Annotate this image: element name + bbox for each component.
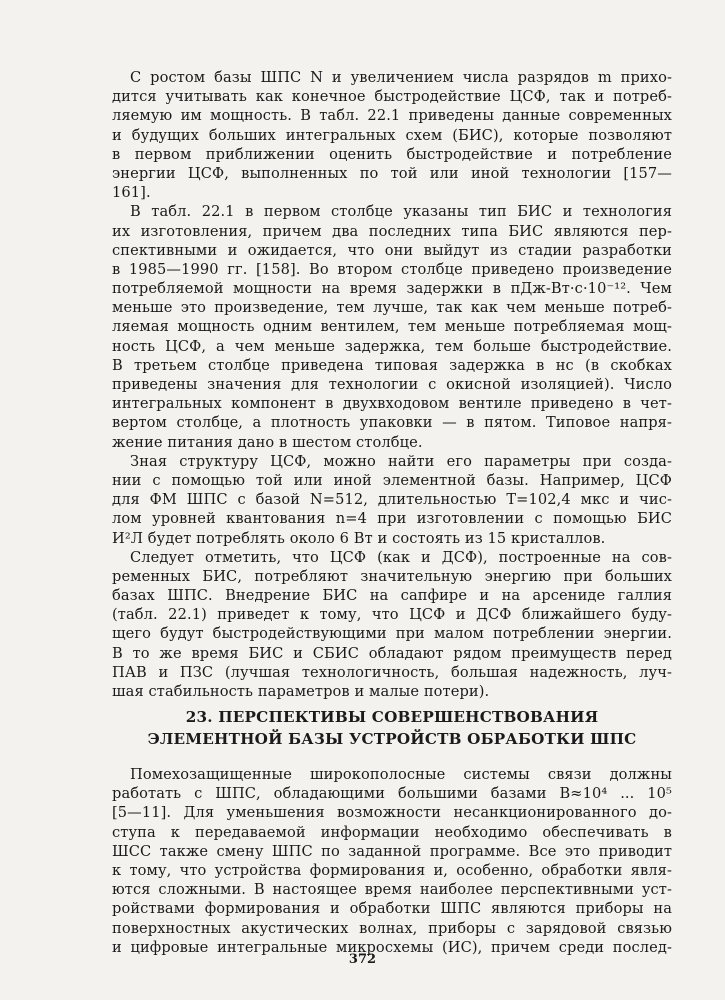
text-line: шая стабильность параметров и малые потери). <box>112 683 490 700</box>
text-line: ременных БИС, потребляют значительную энергию при больших <box>112 567 672 585</box>
section-heading-line-1: 23. ПЕРСПЕКТИВЫ СОВЕРШЕНСТВОВАНИЯ <box>185 708 599 726</box>
text-line: дится учитывать как конечное быстродействие ЦСФ, так и потреб- <box>112 88 672 106</box>
section-2-text <box>112 765 672 957</box>
text-line: работать с ШПС, обладающими большими базами B≈10⁴ ... 10⁵ <box>112 785 672 803</box>
text-line: 161]. <box>112 184 151 202</box>
text-line: Зная структуру ЦСФ, можно найти его параметры при созда- <box>130 452 672 470</box>
text-line: ность ЦСФ, а чем меньше задержка, тем больше быстродействие. <box>112 337 672 355</box>
page-number: 372 <box>348 952 377 967</box>
text-line: В то же время БИС и СБИС обладают рядом преимуществ перед <box>112 644 672 662</box>
text-line: спективными и ожидается, что они выйдут из стадии разработки <box>112 241 672 259</box>
text-line: в первом приближении оценить быстродействие и потребление <box>112 145 672 163</box>
text-line: нии с помощью той или иной элементной базы. Например, ЦСФ <box>112 471 672 489</box>
text-line: лом уровней квантования n=4 при изготовлении с помощью БИС <box>112 510 672 528</box>
text-line: ступа к передаваемой информации необходимо обеспечивать в <box>112 823 672 841</box>
text-line: ройствами формирования и обработки ШПС являются приборы на <box>112 900 672 918</box>
text-line: вертом столбце, а плотность упаковки — в пятом. Типовое напря- <box>112 414 672 432</box>
text-line: базах ШПС. Внедрение БИС на сапфире и на арсениде галлия <box>112 587 672 605</box>
text-line: И²Л будет потреблять около 6 Вт и состоять из 15 кристаллов. <box>112 529 606 547</box>
section-heading-line-2: ЭЛЕМЕНТНОЙ БАЗЫ УСТРОЙСТВ ОБРАБОТКИ ШПС <box>147 730 637 748</box>
text-line: (табл. 22.1) приведет к тому, что ЦСФ и ДСФ ближайшего буду- <box>112 606 672 624</box>
text-line: Помехозащищенные широкополосные системы связи должны <box>130 766 672 783</box>
text-line: В табл. 22.1 в первом столбце указаны тип БИС и технология <box>130 203 672 221</box>
text-line: В третьем столбце приведена типовая задержка в нс (в скобках <box>112 356 672 374</box>
text-line: ляемая мощность одним вентилем, тем меньше потребляемая мощ- <box>112 318 672 336</box>
text-line: С ростом базы ШПС N и увеличением числа разрядов m прихо- <box>130 69 672 86</box>
text-line: ПАВ и ПЗС (лучшая технологичность, большая надежность, луч- <box>112 663 672 681</box>
text-line: ШСС также смену ШПС по заданной программе. Все это приводит <box>112 842 672 860</box>
text-line: Следует отметить, что ЦСФ (как и ДСФ), построенные на сов- <box>130 548 672 566</box>
text-line: щего будут быстродействующими при малом потреблении энергии. <box>112 625 672 643</box>
text-line: и будущих больших интегральных схем (БИС), которые позволяют <box>112 126 672 144</box>
text-line: энергии ЦСФ, выполненных по той или иной технологии [157— <box>112 164 672 182</box>
section-1-text <box>112 68 672 701</box>
text-line: приведены значения для технологии с окисной изоляцией). Число <box>112 376 672 393</box>
text-line: для ФМ ШПС с базой N=512, длительностью T=102,4 мкс и чис- <box>112 491 672 509</box>
text-line: интегральных компонент в двухвходовом вентиле приведено в чет- <box>112 395 672 413</box>
text-line: жение питания дано в шестом столбце. <box>112 433 423 451</box>
text-line: поверхностных акустических волнах, приборы с зарядовой связью <box>112 919 672 937</box>
text-line: их изготовления, причем два последних типа БИС являются пер- <box>112 222 672 240</box>
text-line: ляемую им мощность. В табл. 22.1 приведены данные современных <box>112 107 672 125</box>
text-line: к тому, что устройства формирования и, особенно, обработки явля- <box>112 861 672 879</box>
text-line: ются сложными. В настоящее время наиболее перспективными уст- <box>112 881 672 899</box>
text-line: и цифровые интегральные микросхемы (ИС), причем среди послед- <box>112 938 672 956</box>
text-line: потребляемой мощности на время задержки в пДж-Вт·с·10⁻¹². Чем <box>112 280 672 298</box>
text-line: меньше это произведение, тем лучше, так как чем меньше потреб- <box>112 299 672 317</box>
text-line: [5—11]. Для уменьшения возможности несанкционированного до- <box>112 804 672 822</box>
text-line: в 1985—1990 гг. [158]. Во втором столбце приведено произведение <box>112 260 672 278</box>
